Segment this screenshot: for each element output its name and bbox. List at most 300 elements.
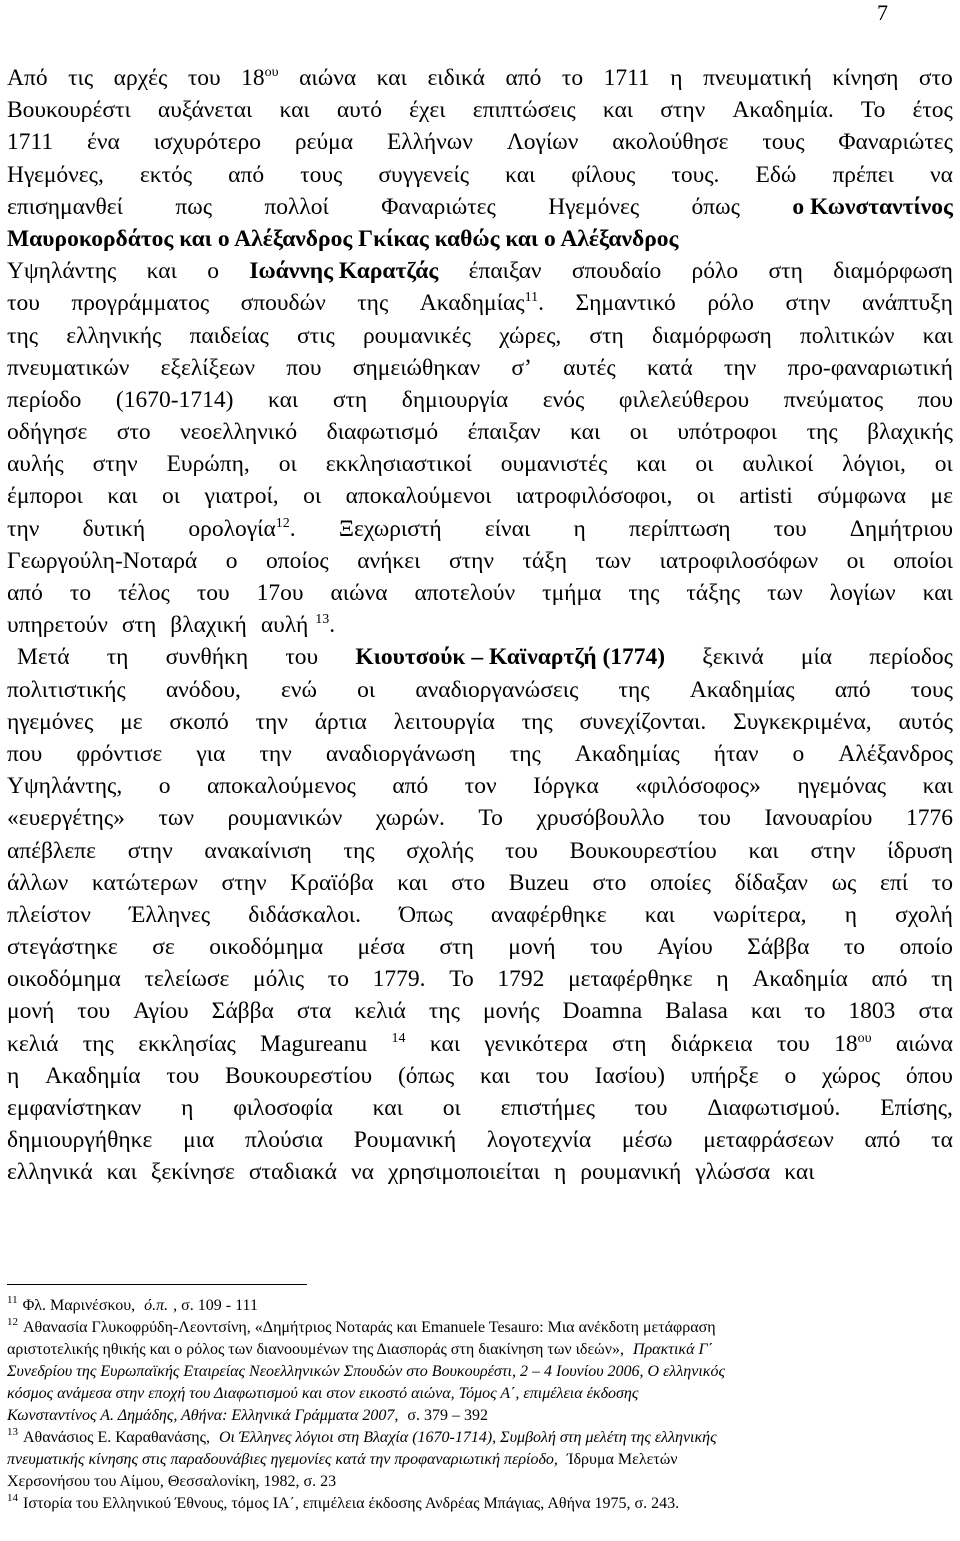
word-group	[691, 1060, 759, 1092]
word-group	[835, 674, 871, 706]
word-group	[487, 1124, 591, 1156]
word-group	[7, 384, 81, 416]
word-group	[299, 62, 356, 94]
word: εκκλησιαστικοί	[325, 451, 472, 478]
word-group	[266, 545, 329, 577]
word-group	[703, 62, 812, 94]
word-group	[575, 738, 680, 770]
word-group	[406, 835, 473, 867]
word-group	[439, 931, 473, 963]
word: ανήκει	[357, 547, 421, 574]
word: τους	[762, 129, 805, 156]
word-group	[286, 352, 321, 384]
word: μια	[183, 1127, 215, 1154]
word: Ηγεμόνες	[548, 193, 640, 220]
word-group	[485, 513, 530, 545]
word: Μετά	[17, 644, 70, 671]
word: και	[748, 837, 779, 864]
word-group	[755, 159, 796, 191]
word: η	[844, 901, 857, 928]
word: Δημήτριου	[849, 515, 953, 542]
word-group	[7, 545, 197, 577]
word: στην	[660, 97, 706, 124]
word: και	[570, 419, 601, 446]
word: μεταφράσεων	[703, 1127, 834, 1154]
word: ως	[831, 869, 857, 896]
word: τα	[931, 1127, 953, 1154]
word: Μαυροκορδάτος και ο Αλέξανδρος Γκίκας καθώς και ο Αλέξανδρος	[7, 225, 679, 252]
word: μία	[800, 644, 833, 671]
word: από	[505, 65, 542, 91]
footnote-reference: 12	[275, 515, 290, 531]
word-group	[344, 835, 375, 867]
word-group	[931, 1124, 953, 1156]
footnote-number: 11	[7, 1294, 18, 1306]
word-group	[7, 287, 40, 319]
word: της	[428, 998, 460, 1025]
word-group	[249, 1156, 344, 1188]
page-number: 7	[877, 0, 888, 25]
word-group	[166, 1060, 199, 1092]
word: .	[289, 515, 296, 542]
word: artisti	[739, 483, 793, 510]
word-group	[930, 159, 953, 191]
word: πνευματικών	[7, 354, 130, 381]
word-group	[844, 931, 865, 963]
word: κελιά	[7, 1030, 59, 1057]
word-group	[801, 641, 832, 673]
word-group	[562, 62, 583, 94]
word-group	[326, 738, 476, 770]
word: μέσα	[357, 934, 405, 961]
footnote-text	[7, 1471, 341, 1493]
word-group	[300, 159, 342, 191]
word-group	[522, 545, 567, 577]
word-group	[774, 513, 807, 545]
word-group	[864, 1124, 900, 1156]
word: πλούσια	[245, 1127, 323, 1154]
word: λογοτεχνία	[486, 1127, 592, 1154]
word-group	[887, 835, 953, 867]
word-group	[169, 706, 228, 738]
word-group	[645, 899, 675, 931]
word: στην	[221, 869, 267, 896]
footnotes	[7, 1295, 953, 1515]
word: και	[784, 1159, 815, 1186]
word-group	[228, 159, 264, 191]
word: ο	[225, 547, 238, 574]
word: την	[255, 708, 288, 735]
word: αιώνα	[330, 580, 388, 606]
word-group	[45, 1060, 141, 1092]
word: σε	[152, 934, 175, 961]
word-group	[501, 448, 608, 480]
word: Έλληνες	[129, 901, 211, 928]
word: Ακαδημία	[45, 1062, 141, 1089]
word: με	[930, 483, 953, 510]
word: ισχυρότερο	[153, 129, 262, 156]
word-group	[807, 416, 838, 448]
footnote-text	[7, 1339, 718, 1361]
word: σχολή	[895, 901, 953, 928]
word: Ιωάννης Καρατζάς	[249, 258, 439, 285]
text-line	[7, 1028, 953, 1060]
word-group	[7, 609, 115, 641]
word-group	[7, 416, 87, 448]
word: τον	[464, 773, 497, 800]
word-group	[822, 1060, 880, 1092]
word: και	[267, 386, 299, 413]
word: αρχές	[113, 65, 168, 91]
word: Ακαδημία.	[732, 97, 834, 124]
word: οι	[696, 483, 715, 510]
word-group	[261, 609, 342, 641]
word: κατά	[646, 354, 693, 381]
word: Κραϊόβα	[290, 869, 374, 896]
word: του	[698, 805, 731, 832]
word-group	[619, 384, 749, 416]
text-line	[7, 738, 953, 770]
word-group	[660, 545, 819, 577]
word-group	[120, 706, 142, 738]
word: αποτελούν	[414, 580, 516, 606]
word: «ευεργέτης»	[7, 805, 125, 832]
word-group	[752, 963, 848, 995]
word-group	[612, 126, 728, 158]
word: αυλή	[260, 612, 309, 639]
word-group	[603, 94, 633, 126]
text-line	[7, 126, 953, 158]
word: χώρες,	[499, 322, 562, 349]
word: του	[77, 998, 111, 1025]
word-group	[595, 545, 631, 577]
word-group	[249, 255, 438, 287]
word-group	[87, 126, 120, 158]
word: σ’	[511, 354, 532, 381]
footnote-segment: Ίδρυμα Μελετών	[566, 1451, 678, 1468]
word-group	[222, 867, 267, 899]
word-group	[842, 448, 906, 480]
word: ακολούθησε	[612, 129, 729, 156]
word: από	[228, 161, 265, 188]
word-group	[7, 867, 68, 899]
footnote-segment: , σ. 109 - 111	[173, 1297, 258, 1314]
word: λογίων	[829, 580, 896, 606]
word-group	[116, 384, 233, 416]
word: του	[505, 837, 538, 864]
word: τους.	[671, 161, 720, 188]
text-line	[7, 191, 953, 223]
word: επισημανθεί	[7, 193, 123, 220]
word-group	[226, 545, 238, 577]
word: χώρος	[821, 1062, 881, 1089]
word-group	[465, 770, 497, 802]
word-group	[911, 674, 953, 706]
word: εκτός	[139, 161, 193, 188]
word: να	[350, 1159, 374, 1186]
footnote-segment: πνευματικής κίνησης στις παραδουνάβιες ηγεμονίες κατά την προφαναριωτική περίοδο,	[7, 1451, 562, 1468]
word: πλείστον	[7, 901, 91, 928]
footnote-line	[7, 1405, 953, 1427]
word: μεταφέρθηκε	[568, 966, 693, 993]
word: την	[259, 740, 292, 767]
word-group	[923, 577, 953, 609]
word: Ακαδημίας	[419, 290, 525, 317]
word: όπου	[905, 1062, 953, 1089]
word-group	[76, 738, 162, 770]
word: στο	[451, 869, 486, 896]
text-line	[7, 62, 953, 94]
word: τις	[68, 65, 94, 91]
word-group	[7, 1156, 100, 1188]
footnote-reference: 13	[315, 612, 330, 628]
word-group	[612, 1028, 646, 1060]
word-group	[388, 1156, 547, 1188]
word: ανόδου,	[165, 676, 241, 703]
word: να	[930, 161, 953, 188]
word: Βουκουρεστίου	[569, 837, 717, 864]
word-group	[7, 223, 678, 255]
word-group	[7, 1028, 58, 1060]
word-group	[686, 577, 740, 609]
word: Ιασίου)	[594, 1062, 665, 1089]
word-group	[77, 995, 110, 1027]
word-group	[256, 706, 288, 738]
word: ιατροφιλόσοφοι,	[515, 483, 673, 510]
footnote-text	[7, 1295, 263, 1317]
word-group	[354, 995, 405, 1027]
word-group	[315, 706, 367, 738]
word: οδήγησε	[7, 419, 88, 446]
word-group	[483, 995, 540, 1027]
word-group	[228, 802, 343, 834]
word: έχει	[409, 97, 446, 124]
text-line	[7, 384, 953, 416]
word-group	[516, 480, 673, 512]
word: (1670-1714)	[115, 386, 234, 413]
word: του	[776, 1030, 810, 1057]
word: στο	[918, 65, 953, 91]
word-group	[784, 1060, 796, 1092]
word: στη	[439, 934, 474, 961]
word-group	[590, 931, 623, 963]
word: λόγιοι,	[842, 451, 906, 478]
word-group	[703, 1124, 833, 1156]
word: «φιλόσοφος»	[635, 773, 761, 800]
word: Επίσης,	[880, 1095, 953, 1121]
word: σκοπό	[169, 708, 229, 735]
word-group	[394, 706, 495, 738]
word-group	[7, 1060, 19, 1092]
word: της	[628, 580, 660, 606]
word-group	[554, 1156, 573, 1188]
word: και	[397, 869, 428, 896]
word-group	[397, 867, 427, 899]
word-group	[376, 802, 445, 834]
word: Βουκουρεστίου	[225, 1062, 373, 1089]
word: 18	[834, 1030, 858, 1057]
word: επιστήμες	[500, 1095, 595, 1121]
word-group	[207, 770, 356, 802]
word-group	[906, 802, 953, 834]
footnote-line	[7, 1317, 953, 1339]
word-group	[443, 1092, 461, 1124]
word: στις	[297, 322, 335, 349]
footnote-line	[7, 1383, 953, 1405]
footnote-segment: κόσμος ανάμεσα στην εποχή του Διαφωτισμού και στον εικοστό αιώνα, Τόμος Α΄, επιμέλεια έκδοσης	[7, 1385, 639, 1402]
footnote-number: 13	[7, 1426, 18, 1438]
word: κίνηση	[832, 65, 899, 91]
word: και	[644, 901, 676, 928]
word-group	[7, 480, 83, 512]
word: Υψηλάντης	[7, 258, 117, 285]
text-line	[7, 867, 953, 899]
word-group	[497, 963, 544, 995]
word: Ιανουαρίου	[764, 805, 873, 832]
word-group	[570, 416, 600, 448]
word: Γεωργούλη-Νοταρά	[7, 547, 198, 574]
word-group	[869, 641, 953, 673]
word-group	[784, 384, 883, 416]
word-group	[357, 287, 388, 319]
word-group	[931, 963, 953, 995]
text-line	[7, 1124, 953, 1156]
word-group	[838, 738, 953, 770]
text-line	[7, 577, 953, 609]
word: προγράμματος	[71, 290, 210, 317]
word-group	[7, 352, 129, 384]
word-group	[568, 963, 693, 995]
word-group	[118, 577, 170, 609]
word: η	[670, 65, 683, 91]
word-group	[257, 577, 304, 609]
word: ο Κωνσταντίνος	[792, 193, 953, 220]
word: ο	[158, 773, 171, 800]
word: οποίοι	[893, 547, 953, 574]
word-group	[862, 287, 953, 319]
word: Ακαδημία	[752, 966, 848, 993]
word-group	[7, 770, 122, 802]
word: ανάπτυξη	[861, 290, 953, 317]
footnote-line	[7, 1339, 953, 1361]
word-group	[159, 770, 171, 802]
word-group	[563, 995, 643, 1027]
word-group	[912, 94, 952, 126]
footnote-text	[7, 1361, 730, 1383]
word: αιώνα	[895, 1030, 953, 1057]
word: των	[595, 547, 632, 574]
word-group	[845, 899, 857, 931]
word-group	[377, 62, 407, 94]
word: και	[429, 1030, 461, 1057]
word: της	[618, 676, 650, 703]
word: επιπτώσεις	[472, 97, 576, 124]
word-group	[657, 931, 712, 963]
word: στη	[612, 1030, 647, 1057]
word: σπουδών	[240, 290, 326, 317]
footnote-text	[7, 1383, 643, 1405]
word: είναι	[484, 515, 531, 542]
word-group	[158, 802, 194, 834]
word-group	[245, 1124, 323, 1156]
word: του	[285, 644, 319, 671]
word-group	[107, 641, 129, 673]
word-group	[707, 1092, 840, 1124]
word: τη	[931, 966, 953, 993]
word: οι	[357, 676, 376, 703]
word: του	[166, 1062, 200, 1089]
word: φίλους	[571, 161, 636, 188]
word-group	[181, 1092, 193, 1124]
word-group	[7, 674, 126, 706]
word-group	[7, 706, 93, 738]
word: και	[106, 1159, 137, 1186]
word-group	[777, 1028, 810, 1060]
word: εξελίξεων	[160, 354, 256, 381]
word: πνευματική	[703, 65, 812, 91]
footnote-reference: ου	[857, 1030, 872, 1046]
word: αυτό	[336, 97, 383, 124]
word: ο	[784, 1062, 797, 1089]
word: αναφέρθηκε	[490, 901, 607, 928]
word: ενός	[542, 386, 585, 413]
word: στην	[810, 837, 856, 864]
footnote-segment: ό.π.	[144, 1297, 169, 1314]
word: προ-φαναριωτική	[787, 354, 953, 381]
word-group	[499, 320, 561, 352]
word-group	[449, 963, 474, 995]
word: και	[922, 773, 953, 800]
word: συγγενείς	[378, 161, 470, 188]
word: διάρκεια	[670, 1030, 753, 1057]
word: ελληνικής	[66, 322, 162, 349]
word: ίδρυση	[887, 837, 953, 864]
word-group	[430, 1028, 460, 1060]
word-group	[785, 287, 830, 319]
word-group	[636, 448, 666, 480]
word-group	[647, 352, 693, 384]
word: υπήρξε	[690, 1062, 759, 1089]
word: αναδιοργάνωση	[325, 740, 476, 767]
word-group	[469, 255, 542, 287]
text-line	[7, 835, 953, 867]
word-group	[847, 545, 865, 577]
word-group	[357, 674, 375, 706]
word: περίπτωση	[629, 515, 731, 542]
word: πνεύματος	[783, 386, 884, 413]
word-group	[572, 255, 661, 287]
word: τάξης	[686, 580, 741, 606]
word-group	[505, 159, 535, 191]
text-line	[7, 159, 953, 191]
footnote-text	[7, 1405, 493, 1427]
word-group	[7, 899, 91, 931]
word: δίδαξαν	[734, 869, 808, 896]
word: του	[536, 1062, 569, 1089]
word: της	[82, 1030, 114, 1057]
word-group	[166, 641, 249, 673]
word-group	[197, 577, 230, 609]
word: στην	[92, 451, 138, 478]
word: κατώτερων	[91, 869, 198, 896]
footnote-line	[7, 1471, 953, 1493]
word-group	[507, 126, 579, 158]
word: τους	[300, 161, 343, 188]
word-group	[784, 1156, 821, 1188]
word: της	[343, 837, 375, 864]
word: πολιτικών	[799, 322, 895, 349]
word: Φαναριώτες	[381, 193, 496, 220]
